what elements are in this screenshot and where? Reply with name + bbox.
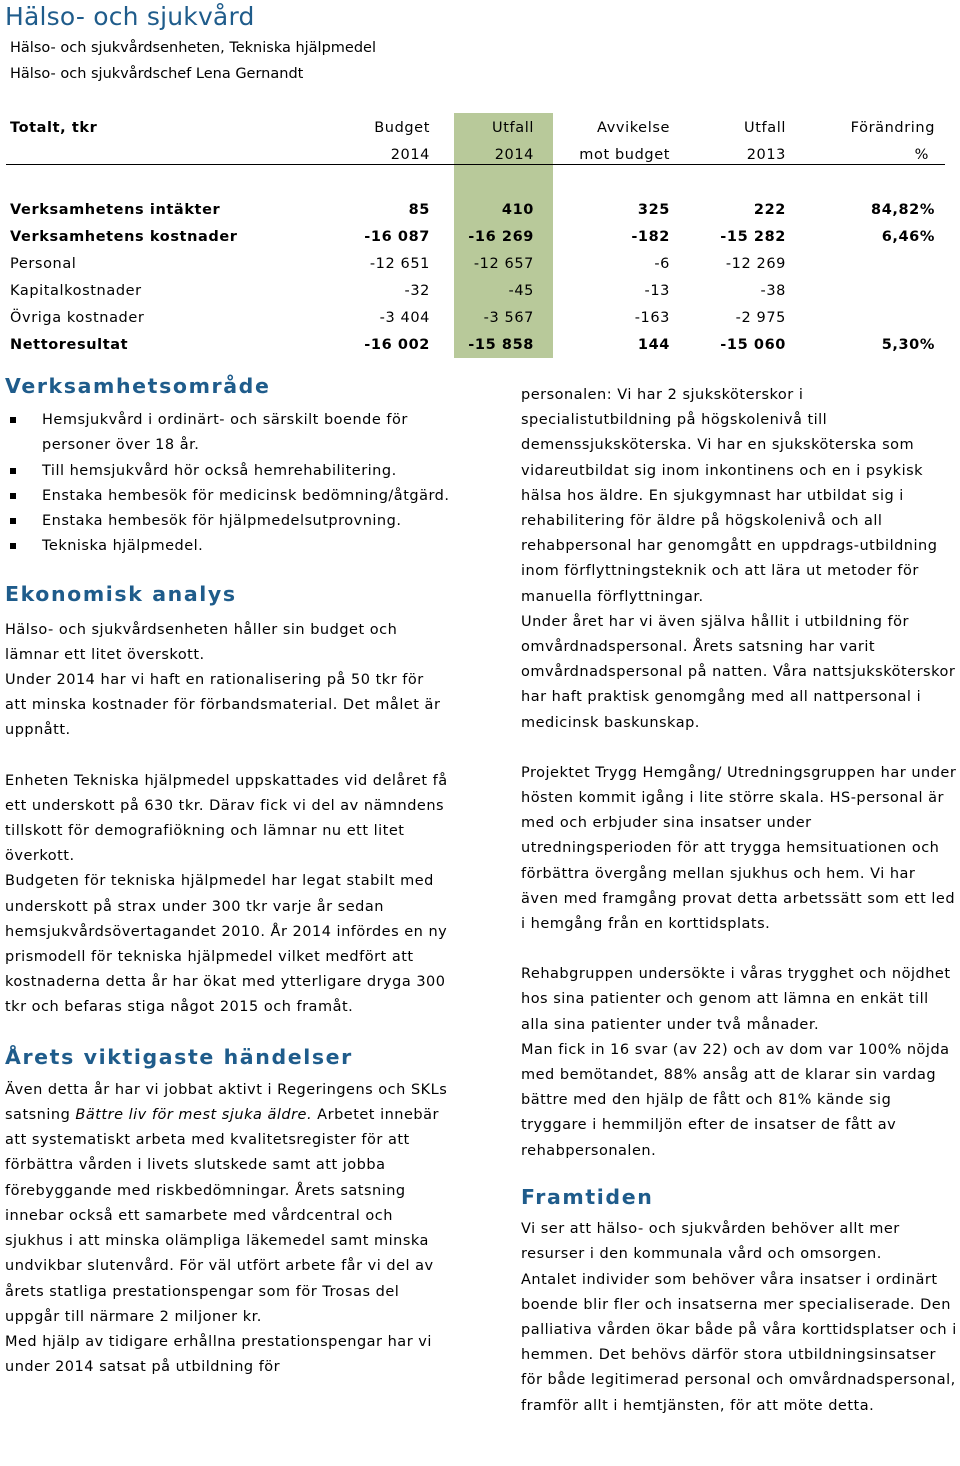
- handelser-paragraph: Med hjälp av tidigare erhållna prestationspengar har vi under 2014 satsat på utbildning för: [5, 1333, 432, 1376]
- cell-budget: -16 087: [364, 229, 430, 245]
- ekonomisk-paragraph: Budgeten för tekniska hjälpmedel har legat stabilt med underskott på strax under 300 tkr varje år sedan hemsjukvårdsövertagandet 2010. År 2014 infördes en ny prismodell för tekniska hjälpmedel vilket medfört att kostnaderna detta år har ökat med ytterligare dryga 300 tkr och befaras stiga något 2015 och framåt.: [5, 873, 448, 1016]
- cell-budget: 85: [408, 202, 430, 218]
- budget-table: [0, 113, 946, 358]
- cell-utfall-2013: -38: [760, 283, 786, 299]
- row-label: Kapitalkostnader: [10, 283, 142, 299]
- initiative-name: Bättre liv för mest sjuka äldre.: [75, 1107, 313, 1124]
- cell-utfall-2013: 222: [753, 202, 786, 218]
- right-column: [521, 383, 957, 1419]
- cell-avvikelse: 144: [637, 337, 670, 353]
- ekonomisk-paragraph: Under 2014 har vi haft en rationalisering på 50 tkr för att minska kostnader för förbandsmaterial. Det målet är uppnått.: [5, 672, 441, 739]
- row-label: Verksamhetens intäkter: [10, 202, 221, 218]
- right-paragraph: Projektet Trygg Hemgång/ Utredningsgruppen har under hösten kommit igång i lite större skala. HS-personal är med och erbjuder sina insatser under utredningsperioden för att trygga hemsituationen och förbättra övergång mellan sjukhus och hem. Vi har även med framgång provat detta arbetssätt som ett led i hemgång från en korttidsplats.: [521, 764, 957, 933]
- verksamhetsomrade-heading: Verksamhetsområde: [5, 374, 271, 398]
- list-item: Till hemsjukvård hör också hemrehabilitering.: [5, 459, 450, 484]
- cell-utfall-2013: -12 269: [725, 256, 786, 272]
- handelser-text: Även detta år har vi jobbat aktivt i Regeringens och SKLs satsning: [5, 1081, 448, 1124]
- right-paragraph: Vi ser att hälso- och sjukvården behöver allt mer resurser i den kommunala vård och omsorgen.: [521, 1221, 900, 1263]
- cell-budget: -16 002: [364, 337, 430, 353]
- list-item: Hemsjukvård i ordinärt- och särskilt boende för personer över 18 år.: [5, 408, 450, 458]
- right-paragraph: Under året har vi även själva hållit i utbildning för omvårdnadspersonal. Årets satsning har varit omvårdnadspersonal på natten. Våra nattsjuksköterskor har haft praktisk genomgång med all nattpersonal i medicinsk baskunskap.: [521, 613, 956, 731]
- list-item: Enstaka hembesök för medicinsk bedömning/åtgärd.: [5, 484, 450, 509]
- arets-handelser-heading: Årets viktigaste händelser: [5, 1044, 353, 1069]
- list-item: Enstaka hembesök för hjälpmedelsutprovning.: [5, 509, 450, 534]
- col-subheader-avvikelse: mot budget: [579, 147, 670, 163]
- cell-avvikelse: -6: [654, 256, 670, 272]
- cell-avvikelse: -163: [634, 310, 670, 326]
- row-label: Nettoresultat: [10, 337, 129, 353]
- cell-utfall-2013: -2 975: [735, 310, 786, 326]
- col-header-budget: Budget: [374, 120, 430, 136]
- row-label: Övriga kostnader: [10, 310, 145, 326]
- cell-avvikelse: -182: [631, 229, 670, 245]
- right-paragraph: Man fick in 16 svar (av 22) och av dom var 100% nöjda med bemötandet, 88% ansåg att de klarar sin vardag bättre med den hjälp de fått och 81% kände sig tryggare i hemmiljön efter de insatser de fått av rehabpersonalen.: [521, 1041, 950, 1159]
- cell-utfall: -12 657: [473, 256, 534, 272]
- page-title: Hälso- och sjukvård: [5, 2, 255, 31]
- verksamhet-list: [5, 408, 450, 559]
- ekonomisk-analys-heading: Ekonomisk analys: [5, 582, 237, 607]
- col-header-utfall-2013: Utfall: [744, 120, 786, 136]
- cell-forandring: 6,46%: [881, 229, 935, 245]
- cell-budget: -3 404: [379, 310, 430, 326]
- left-column: [5, 374, 450, 1380]
- cell-utfall: -15 858: [468, 337, 534, 353]
- row-label: Verksamhetens kostnader: [10, 229, 238, 245]
- cell-budget: -32: [404, 283, 430, 299]
- right-paragraph: Antalet individer som behöver våra insatser i ordinärt boende blir fler och insatserna mer specialiserade. Den palliativa vården ökar både på våra korttidsplatser och i hemmen. Det behövs därför stora utbildningsinsatser för både legitimerad personal och omvårdnadspersonal, framför allt i hemtjänsten, för att möte detta.: [521, 1271, 957, 1414]
- right-paragraph: personalen: Vi har 2 sjuksköterskor i specialistutbildning på högskolenivå till demenssjuksköterska. Vi har en sjuksköterska som vidareutbildat sig inom inkontinens och en i psykisk hälsa hos äldre. En sjukgymnast har utbildat sig i rehabilitering för äldre på högskolenivå och all rehabpersonal har genomgått en uppdrags-utbildning inom förflyttningsteknik och att lära ut metoder för manuella förflyttningar.: [521, 387, 938, 605]
- handelser-text: Arbetet innebär att systematiskt arbeta med kvalitetsregister för att förbättra vården i livets slutskede samt att jobba förebyggande med riskbedömningar. Årets satsning innebar också ett samarbete med vårdcentral och sjukhus i att minska olämpliga läkemedel samt minska undvikbar slutenvård. För väl utfört arbete får vi del av årets statliga prestationspengar som för Trosas del uppgår till närmare 2 miljoner kr.: [5, 1107, 439, 1325]
- col-header-avvikelse: Avvikelse: [597, 120, 670, 136]
- cell-avvikelse: -13: [644, 283, 670, 299]
- col-header-utfall: Utfall: [492, 120, 534, 136]
- cell-utfall: -45: [508, 283, 534, 299]
- cell-utfall-2013: -15 282: [720, 229, 786, 245]
- ekonomisk-paragraph: Enheten Tekniska hjälpmedel uppskattades vid delåret få ett underskott på 630 tkr. Därav fick vi del av nämndens tillskott för demografiökning och lämnar nu ett litet överkott.: [5, 772, 448, 865]
- cell-budget: -12 651: [369, 256, 430, 272]
- cell-utfall: -3 567: [483, 310, 534, 326]
- col-subheader-utfall: 2014: [494, 147, 534, 163]
- cell-forandring: 84,82%: [871, 202, 935, 218]
- col-header-forandring: Förändring: [850, 120, 935, 136]
- unit-subtitle: Hälso- och sjukvårdsenheten, Tekniska hjälpmedel: [10, 40, 376, 56]
- row-label: Personal: [10, 256, 77, 272]
- table-header-divider: [6, 164, 945, 165]
- framtiden-heading: Framtiden: [521, 1184, 654, 1209]
- cell-utfall: 410: [501, 202, 534, 218]
- cell-utfall-2013: -15 060: [720, 337, 786, 353]
- col-header-label: Totalt, tkr: [10, 120, 98, 136]
- cell-utfall: -16 269: [468, 229, 534, 245]
- cell-forandring: 5,30%: [881, 337, 935, 353]
- handelser-paragraph: [5, 1078, 450, 1330]
- right-paragraph: Rehabgruppen undersökte i våras trygghet och nöjdhet hos sina patienter och genom att lämna en enkät till alla sina patienter under två månader.: [521, 966, 951, 1033]
- col-subheader-forandring: %: [914, 147, 929, 163]
- list-item: Tekniska hjälpmedel.: [5, 534, 450, 559]
- cell-avvikelse: 325: [637, 202, 670, 218]
- col-subheader-budget: 2014: [390, 147, 430, 163]
- chief-subtitle: Hälso- och sjukvårdschef Lena Gernandt: [10, 66, 304, 82]
- col-subheader-utfall-2013: 2013: [746, 147, 786, 163]
- ekonomisk-paragraph: Hälso- och sjukvårdsenheten håller sin budget och lämnar ett litet överskott.: [5, 621, 398, 663]
